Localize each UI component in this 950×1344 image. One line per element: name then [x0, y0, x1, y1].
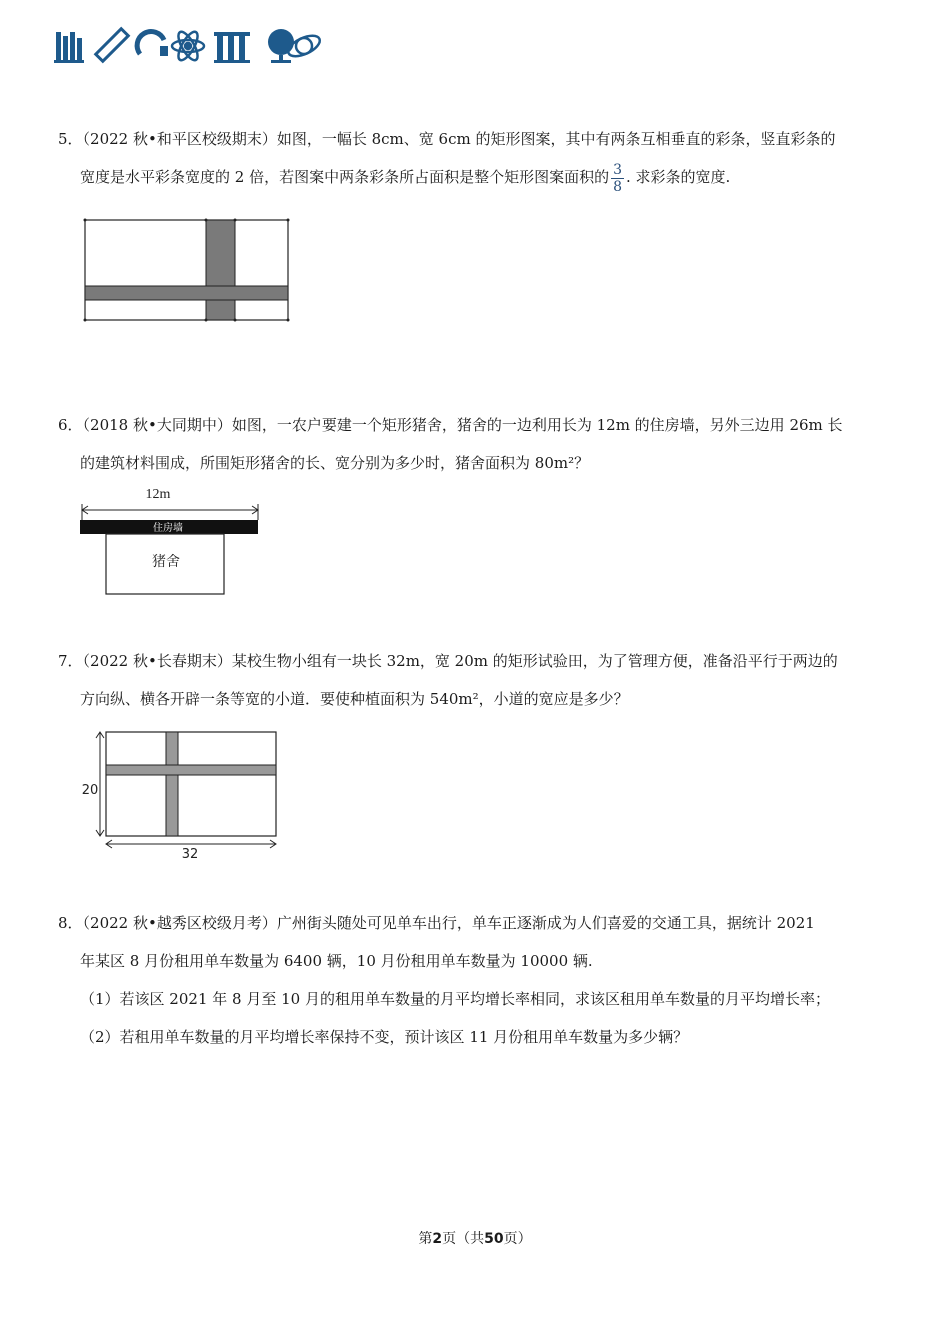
question-text: 7．（2022 秋•长春期末）某校生物小组有一块长 32m，宽 20m 的矩形试验田，为了管理方便，准备沿平行于两边的: [58, 652, 838, 670]
magnet-icon: [137, 32, 168, 56]
sub-question-1: （1）若该区 2021 年 8 月至 10 月的租用单车数量的月平均增长率相同，求该区租用单车数量的月平均增长率；: [80, 990, 830, 1008]
question-text: 年某区 8 月份租用单车数量为 6400 辆，10 月份租用单车数量为 10000 辆.: [80, 952, 593, 970]
height-label: 20: [81, 783, 99, 798]
question-text: 6．（2018 秋•大同期中）如图，一农户要建一个矩形猪舍，猪舍的一边利用长为 12m 的住房墙，另外三边用 26m 长: [58, 416, 843, 434]
header-logo: [54, 26, 326, 66]
question-8: [58, 904, 898, 1056]
atom-icon: [172, 29, 204, 63]
question-text: 方向纵、横各开辟一条等宽的小道．要使种植面积为 540m²，小道的宽应是多少？: [80, 690, 629, 708]
question-text: 的建筑材料围成，所围矩形猪舍的长、宽分别为多少时，猪舍面积为 80m²？: [80, 454, 590, 472]
test-tubes-icon: [214, 32, 250, 63]
figure-pigpen: [78, 484, 278, 604]
sub-question-2: （2）若租用单车数量的月平均增长率保持不变，预计该区 11 月份租用单车数量为多少辆？: [80, 1028, 689, 1046]
dimension-label: 12m: [145, 487, 171, 502]
question-text: 8．（2022 秋•越秀区校级月考）广州街头随处可见单车出行，单车正逐渐成为人们喜爱的交通工具，据统计 2021: [58, 914, 815, 932]
question-text: 5．（2022 秋•和平区校级期末）如图，一幅长 8cm、宽 6cm 的矩形图案，其中有两条互相垂直的彩条，竖直彩条的: [58, 130, 836, 148]
ruler-icon: [96, 29, 129, 62]
width-label: 32: [181, 847, 199, 862]
wall-label: 住房墙: [153, 523, 183, 534]
question-5: [58, 120, 898, 196]
question-7: [58, 642, 898, 718]
books-icon: [54, 32, 84, 63]
page-footer: 第2页（共50页）: [418, 1231, 532, 1247]
question-6: [58, 406, 898, 482]
figure-rectangle-stripes: [80, 216, 296, 330]
fraction: $\frac{3}{8}$: [613, 161, 623, 195]
question-text: 宽度是水平彩条宽度的 2 倍，若图案中两条彩条所占面积是整个矩形图案面积的 $\frac{3}{8}$ . 求彩条的宽度.: [80, 161, 731, 195]
pen-label: 猪舍: [152, 554, 180, 570]
figure-field: [78, 724, 282, 866]
